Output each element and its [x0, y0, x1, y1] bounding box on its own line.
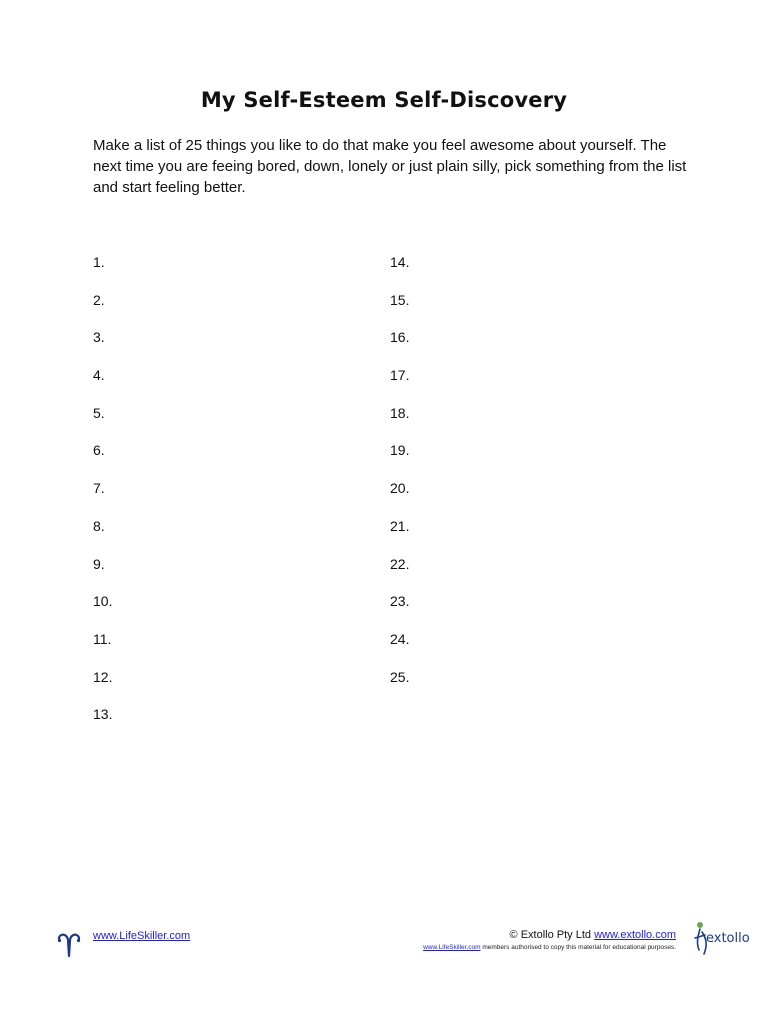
list-item-number: 6. — [93, 442, 105, 459]
list-item-number: 3. — [93, 329, 105, 346]
footer-right — [423, 928, 676, 953]
copyright-line — [423, 928, 676, 943]
list-item-number: 22. — [390, 555, 410, 572]
list-left-column — [93, 252, 353, 742]
page-title: My Self-Esteem Self-Discovery — [200, 88, 568, 112]
list-item-number: 10. — [93, 593, 113, 610]
extollo-logo — [690, 918, 750, 960]
list-item-number: 18. — [390, 404, 410, 421]
authorised-text: members authorised to copy this material for educational purposes. — [480, 944, 676, 951]
list-item-number: 16. — [390, 329, 410, 346]
list-item-number: 7. — [93, 480, 105, 497]
authorised-line — [423, 943, 676, 953]
list-item-number: 12. — [93, 668, 113, 685]
list-item-number: 13. — [93, 706, 113, 723]
list-item-number: 5. — [93, 404, 105, 421]
list-item-number: 8. — [93, 517, 105, 534]
list-item-number: 1. — [93, 254, 105, 270]
list-item-number: 23. — [390, 593, 410, 610]
list-item-number: 4. — [93, 367, 105, 384]
lifeskiller-link[interactable]: www.LifeSkiller.com — [93, 930, 191, 942]
list-item-number: 17. — [390, 367, 410, 384]
list-item-number: 25. — [390, 668, 410, 685]
copyright-text: © Extollo Pty Ltd — [509, 929, 595, 941]
intro-paragraph: Make a list of 25 things you like to do that make you feel awesome about yourself. The next time you are feeing bored, down, lonely or just plain silly, pick something from the list and start feeling better. — [93, 137, 687, 196]
list-item-number: 14. — [390, 254, 410, 270]
extollo-link[interactable]: www.extollo.com — [594, 929, 676, 941]
authorised-lifeskiller-link[interactable]: www.LifeSkiller.com — [423, 944, 481, 951]
list-item-number: 21. — [390, 517, 410, 534]
footer-left — [56, 926, 190, 958]
list-item-number: 20. — [390, 480, 410, 497]
list-item-number: 15. — [390, 291, 410, 308]
aries-symbol-icon — [56, 930, 82, 958]
list-item-number: 11. — [93, 630, 112, 647]
list-item-number: 2. — [93, 291, 105, 308]
list-item-number: 19. — [390, 442, 410, 459]
list-item-number: 24. — [390, 630, 410, 647]
list-item-number: 9. — [93, 555, 105, 572]
list-right-column — [390, 252, 650, 704]
extollo-logo-text: extollo — [706, 931, 750, 946]
